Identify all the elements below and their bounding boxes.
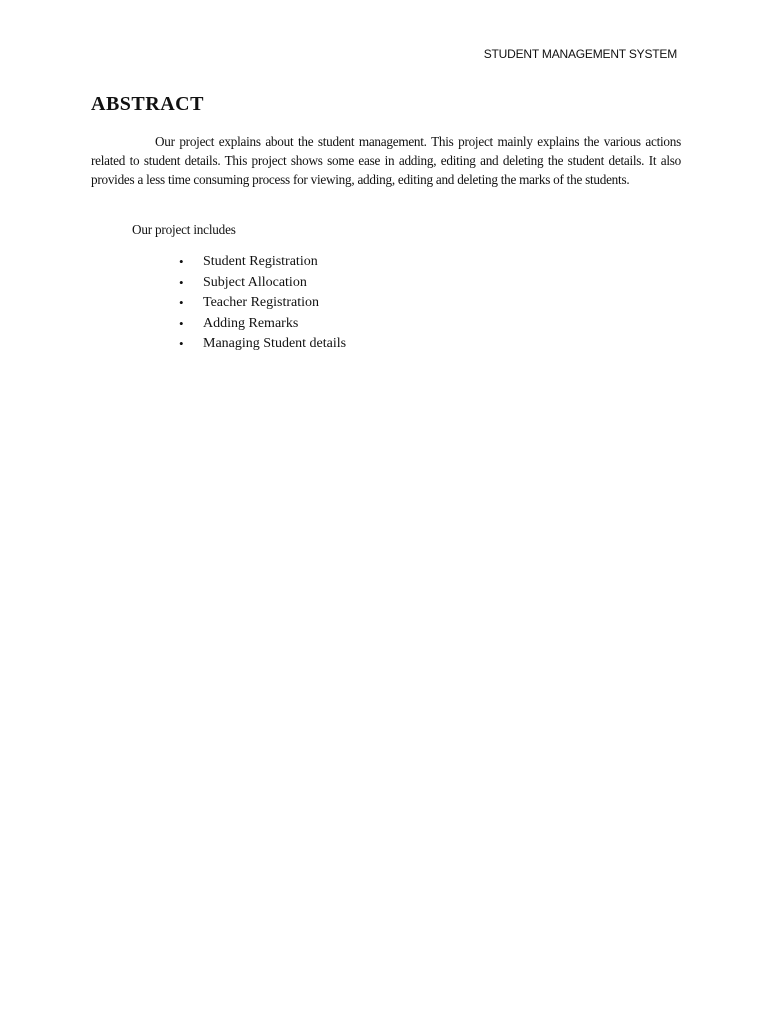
- section-title: ABSTRACT: [91, 93, 204, 115]
- list-item: [178, 252, 346, 273]
- bullet-icon: •: [179, 254, 184, 269]
- list-item: [178, 293, 346, 314]
- list-item: [178, 314, 346, 335]
- bullet-icon: •: [179, 295, 184, 311]
- feature-list: [178, 252, 346, 355]
- running-header: STUDENT MANAGEMENT SYSTEM: [483, 47, 677, 61]
- bullet-icon: •: [179, 274, 184, 290]
- bullet-icon: •: [179, 336, 184, 352]
- list-item-label: Adding Remarks: [203, 315, 299, 331]
- list-item-label: Teacher Registration: [203, 295, 320, 311]
- includes-intro: Our project includes: [132, 222, 236, 237]
- bullet-icon: •: [179, 315, 184, 331]
- abstract-paragraph: Our project explains about the student management. This project mainly explains the various actions related to student details. This project shows some ease in adding, editing and deleting the student details. It also provides a less time consuming process for viewing, adding, editing and deleting the marks of the students.: [91, 134, 681, 187]
- list-item: [178, 273, 346, 294]
- list-item-label: Student Registration: [203, 254, 318, 269]
- list-item: [178, 334, 346, 355]
- list-item-label: Managing Student details: [203, 336, 347, 352]
- list-item-label: Subject Allocation: [203, 274, 307, 290]
